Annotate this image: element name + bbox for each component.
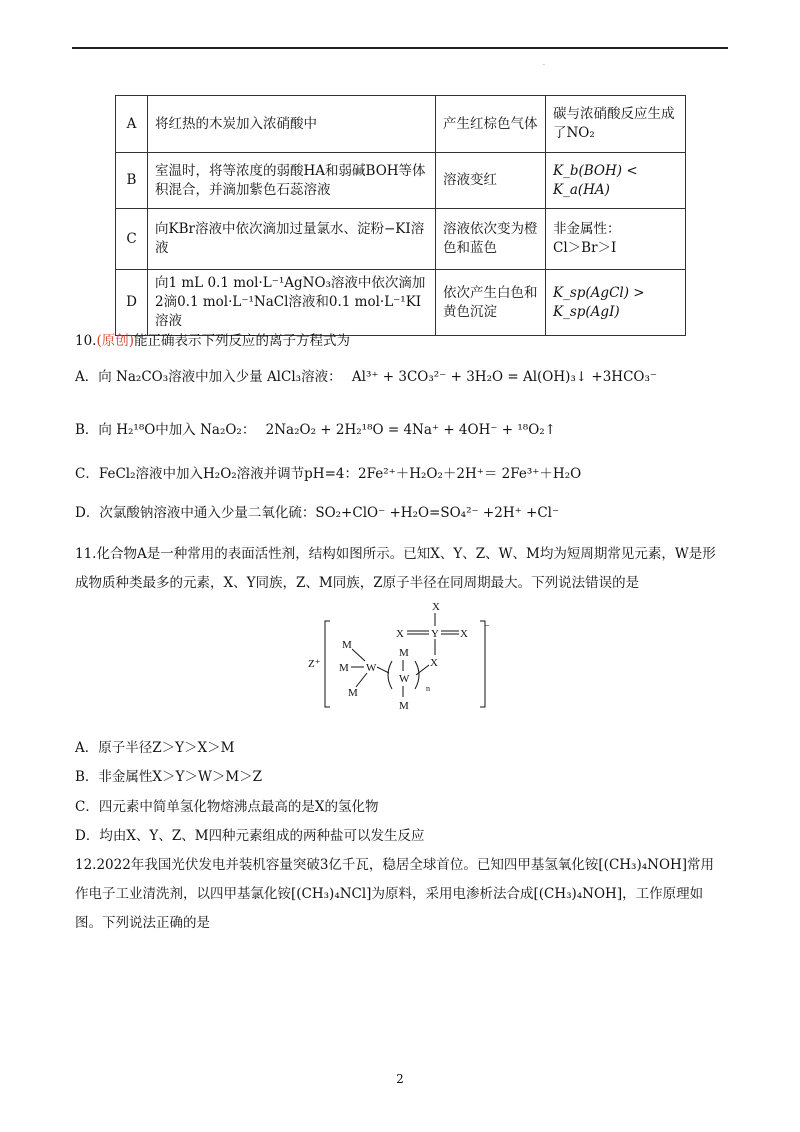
atom-y: Y bbox=[431, 628, 439, 640]
row-label: D bbox=[116, 270, 148, 336]
atom-m-4: M bbox=[399, 647, 409, 659]
table-row bbox=[116, 209, 686, 270]
paren-left bbox=[388, 661, 392, 689]
atom-z-cation: Z⁺ bbox=[308, 658, 321, 670]
atom-x-top: X bbox=[432, 601, 440, 613]
q11-option-d: D．均由X、Y、Z、M四种元素组成的两种盐可以发生反应 bbox=[75, 828, 425, 844]
bracket-left bbox=[325, 621, 330, 707]
repeat-n: n bbox=[426, 684, 430, 693]
q10-origin-tag: (原创) bbox=[96, 333, 135, 349]
row-conclusion: 碳与浓硝酸反应生成了NO₂ bbox=[546, 96, 686, 153]
bond-m-w-1 bbox=[352, 649, 365, 661]
bracket-right bbox=[480, 621, 485, 707]
atom-m-2: M bbox=[339, 662, 349, 674]
row-phenomenon: 溶液依次变为橙色和蓝色 bbox=[436, 209, 546, 270]
charge-minus: − bbox=[484, 621, 490, 632]
row-label: A bbox=[116, 96, 148, 153]
row-operation: 向1 mL 0.1 mol·L⁻¹AgNO₃溶液中依次滴加2滴0.1 mol·L⁻¹NaCl溶液和0.1 mol·L⁻¹KI溶液 bbox=[148, 270, 436, 336]
conclusion-body: Cl＞Br＞I bbox=[553, 240, 617, 256]
structure-diagram bbox=[300, 595, 500, 715]
q11-option-b: B．非金属性X＞Y＞W＞M＞Z bbox=[75, 769, 263, 785]
row-phenomenon: 依次产生白色和黄色沉淀 bbox=[436, 270, 546, 336]
atom-x-left: X bbox=[396, 628, 404, 640]
atom-x-lower: X bbox=[430, 657, 438, 669]
row-label: C bbox=[116, 209, 148, 270]
q10-option-c: C．FeCl₂溶液中加入H₂O₂溶液并调节pH=4：2Fe²⁺＋H₂O₂＋2H⁺＝ 2Fe³⁺＋H₂O bbox=[75, 466, 582, 482]
atom-x-right: X bbox=[460, 628, 468, 640]
row-operation: 将红热的木炭加入浓硝酸中 bbox=[148, 96, 436, 153]
q10-a-equation: Al³⁺ + 3CO₃²⁻ + 3H₂O = Al(OH)₃↓ +3HCO₃⁻ bbox=[351, 369, 658, 385]
q11-option-a: A．原子半径Z＞Y＞X＞M bbox=[75, 740, 235, 756]
paren-right bbox=[415, 661, 419, 689]
q10-option-b: B．向 H₂¹⁸O中加入 Na₂O₂： 2Na₂O₂ + 2H₂¹⁸O = 4Na⁺ + 4OH⁻ + ¹⁸O₂↑ bbox=[75, 422, 556, 438]
q10-b-equation: 2Na₂O₂ + 2H₂¹⁸O = 4Na⁺ + 4OH⁻ + ¹⁸O₂↑ bbox=[265, 422, 556, 438]
row-label: B bbox=[116, 153, 148, 209]
row-operation: 向KBr溶液中依次滴加过量氯水、淀粉−KI溶液 bbox=[148, 209, 436, 270]
table-row bbox=[116, 153, 686, 209]
q10-stem-text: 能正确表示下列反应的离子方程式为 bbox=[134, 333, 351, 349]
experiment-table bbox=[115, 95, 686, 336]
conclusion-title: 非金属性： bbox=[553, 221, 621, 237]
header-rule bbox=[72, 47, 728, 49]
q12-stem: 12.2022年我国光伏发电并装机容量突破3亿千瓦，稳居全球首位。已知四甲基氢氧化铵[(CH₃)₄NOH]常用作电子工业清洗剂，以四甲基氯化铵[(CH₃)₄NCl]为原料，采用电渗析法合成[(CH₃)₄NOH]，工作原理如图。下列说法正确的是 bbox=[75, 857, 715, 931]
row-operation: 室温时，将等浓度的弱酸HA和弱碱BOH等体积混合，并滴加紫色石蕊溶液 bbox=[148, 153, 436, 209]
atom-w-1: W bbox=[366, 662, 377, 674]
atom-m-5: M bbox=[399, 700, 409, 712]
atom-m-3: M bbox=[348, 687, 358, 699]
q10-stem bbox=[75, 331, 350, 351]
q11-stem: 11.化合物A是一种常用的表面活性剂，结构如图所示。已知X、Y、Z、W、M均为短周期常见元素，W是形成物质种类最多的元素，X、Y同族，Z、M同族，Z原子半径在同周期最大。下列说法错误的是 bbox=[75, 546, 716, 591]
q10-option-a: A．向 Na₂CO₃溶液中加入少量 AlCl₃溶液： Al³⁺ + 3CO₃²⁻ + 3H₂O = Al(OH)₃↓ +3HCO₃⁻ bbox=[75, 369, 658, 385]
page-number: 2 bbox=[396, 1072, 404, 1086]
q11-option-c: C．四元素中简单氢化物熔沸点最高的是X的氢化物 bbox=[75, 799, 379, 815]
q10-option-d: D．次氯酸钠溶液中通入少量二氧化硫：SO₂+ClO⁻ +H₂O=SO₄²⁻ +2H⁺ +Cl⁻ bbox=[75, 505, 560, 521]
row-conclusion: K_b(BOH) < K_a(HA) bbox=[546, 153, 686, 209]
row-conclusion bbox=[546, 209, 686, 270]
table-row bbox=[116, 96, 686, 153]
header-mark: . bbox=[543, 60, 545, 67]
atom-w-2: W bbox=[399, 673, 410, 685]
row-phenomenon: 产生红棕色气体 bbox=[436, 96, 546, 153]
table-row bbox=[116, 270, 686, 336]
bond-w-chain bbox=[377, 667, 389, 673]
q10-number: 10. bbox=[75, 333, 97, 349]
bond-m-w-3 bbox=[356, 673, 367, 687]
atom-m-1: M bbox=[342, 639, 352, 651]
row-conclusion: K_sp(AgCl) > K_sp(AgI) bbox=[546, 270, 686, 336]
row-phenomenon: 溶液变红 bbox=[436, 153, 546, 209]
